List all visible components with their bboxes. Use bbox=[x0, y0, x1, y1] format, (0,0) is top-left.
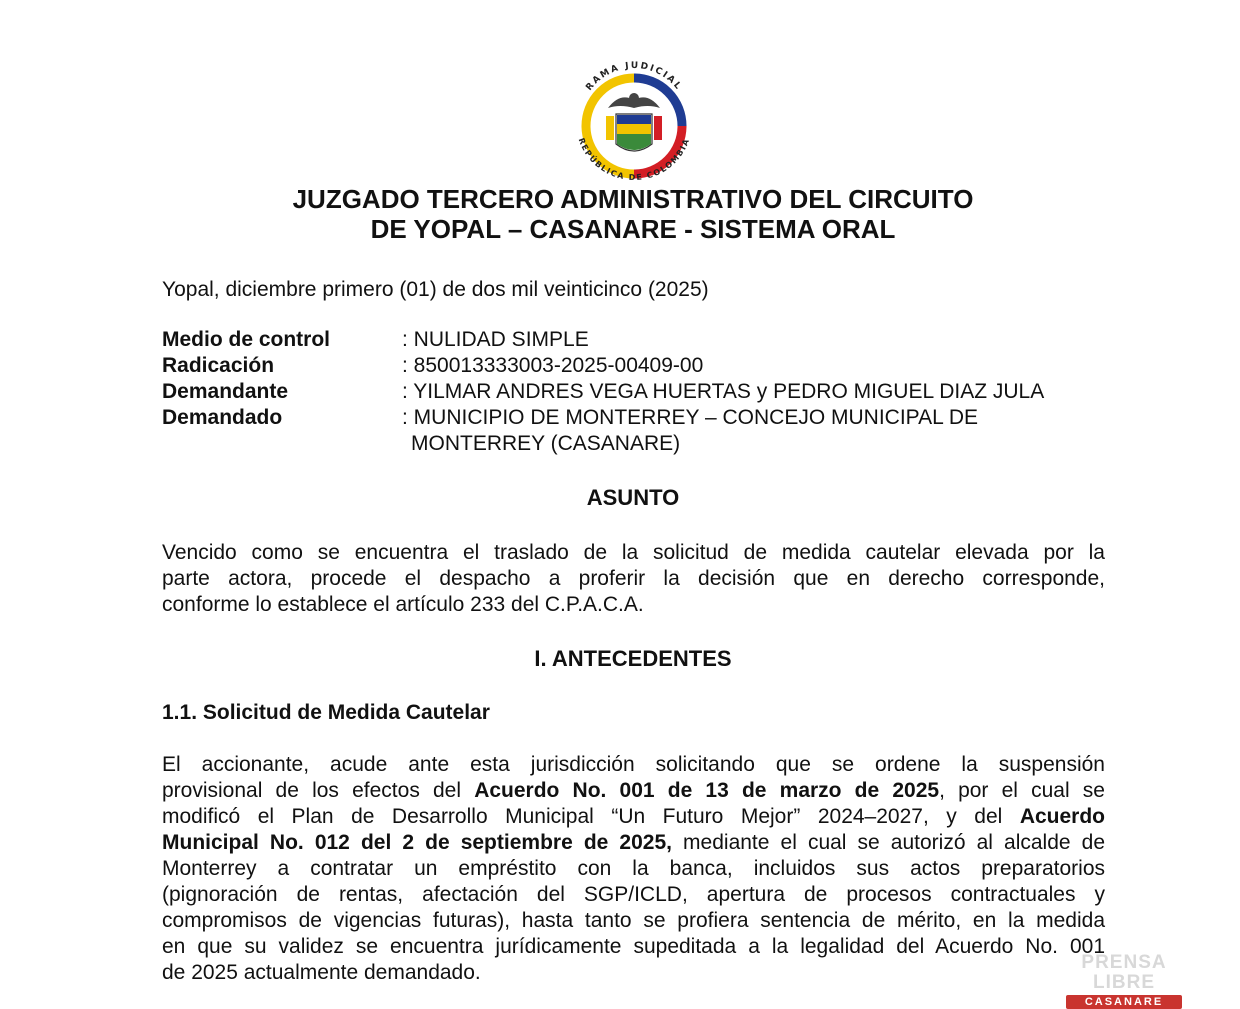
case-info-row bbox=[162, 327, 1112, 353]
antecedentes-text: mediante el cual se autorizó al alcalde de bbox=[671, 831, 1105, 854]
court-title-line-2: DE YOPAL – CASANARE - SISTEMA ORAL bbox=[370, 214, 896, 244]
case-info-block bbox=[162, 327, 1112, 457]
court-title bbox=[160, 184, 1106, 244]
demandante-label: Demandante bbox=[162, 380, 289, 403]
acuerdo-012-reference: Municipal No. 012 del 2 de septiembre de 2025, bbox=[162, 831, 672, 854]
antecedentes-text: provisional de los efectos del bbox=[162, 779, 475, 802]
antecedentes-line: Monterrey a contratar un empréstito con la banca, incluidos sus actos preparatorios bbox=[162, 857, 1105, 880]
acuerdo-012-reference-start: Acuerdo bbox=[1019, 805, 1105, 828]
antecedentes-line bbox=[162, 778, 1105, 804]
asunto-line: conforme lo establece el artículo 233 del C.P.A.C.A. bbox=[162, 593, 644, 616]
antecedentes-line bbox=[162, 830, 1105, 856]
antecedentes-line: compromisos de vigencias futuras), hasta tanto se profiera sentencia de mérito, en la medida bbox=[162, 909, 1105, 932]
seal-bottom-text: REPÚBLICA DE COLOMBIA bbox=[576, 136, 692, 183]
solicitud-subheading: 1.1. Solicitud de Medida Cautelar bbox=[162, 701, 490, 724]
asunto-paragraph bbox=[162, 540, 1105, 618]
watermark-brand-bottom: CASANARE bbox=[1066, 995, 1182, 1009]
antecedentes-text: , por el cual se bbox=[939, 779, 1105, 802]
antecedentes-line: (pignoración de rentas, afectación del SGP/ICLD, apertura de procesos contractuales y bbox=[162, 883, 1105, 906]
asunto-line: parte actora, procede el despacho a proferir la decisión que en derecho corresponde, bbox=[162, 567, 1105, 590]
asunto-heading: ASUNTO bbox=[586, 485, 680, 510]
antecedentes-paragraph bbox=[162, 752, 1105, 986]
antecedentes-line: de 2025 actualmente demandado. bbox=[162, 961, 481, 984]
case-info-row bbox=[162, 405, 1112, 431]
demandado-value: : MUNICIPIO DE MONTERREY – CONCEJO MUNICIPAL DE bbox=[402, 406, 979, 429]
medio-label: Medio de control bbox=[162, 328, 330, 351]
antecedentes-heading: I. ANTECEDENTES bbox=[534, 646, 732, 671]
case-info-row bbox=[162, 353, 1112, 379]
antecedentes-line: en que su validez se encuentra jurídicamente supeditada a la legalidad del Acuerdo No. 001 bbox=[162, 935, 1105, 958]
case-info-row bbox=[162, 379, 1112, 405]
date-line: Yopal, diciembre primero (01) de dos mil veinticinco (2025) bbox=[162, 278, 709, 301]
demandante-value: : YILMAR ANDRES VEGA HUERTAS y PEDRO MIGUEL DIAZ JULA bbox=[402, 380, 1045, 403]
seal-top-text: RAMA JUDICIAL bbox=[584, 60, 684, 93]
court-title-line-1: JUZGADO TERCERO ADMINISTRATIVO DEL CIRCUITO bbox=[292, 184, 974, 214]
asunto-line: Vencido como se encuentra el traslado de la solicitud de medida cautelar elevada por la bbox=[162, 541, 1105, 564]
medio-value: : NULIDAD SIMPLE bbox=[402, 328, 589, 351]
demandado-value-continuation: MONTERREY (CASANARE) bbox=[411, 432, 681, 455]
demandado-label: Demandado bbox=[162, 406, 283, 429]
antecedentes-text: modificó el Plan de Desarrollo Municipal “Un Futuro Mejor” 2024–2027, y del bbox=[162, 805, 1020, 828]
prensa-libre-watermark bbox=[1066, 953, 1182, 1009]
radicacion-value: : 850013333003-2025-00409-00 bbox=[402, 354, 704, 377]
watermark-brand-top: PRENSA LIBRE bbox=[1081, 952, 1167, 993]
acuerdo-001-reference: Acuerdo No. 001 de 13 de marzo de 2025 bbox=[474, 779, 940, 802]
radicacion-label: Radicación bbox=[162, 354, 275, 377]
rama-judicial-seal-logo bbox=[562, 52, 706, 192]
antecedentes-line bbox=[162, 804, 1105, 830]
antecedentes-line: El accionante, acude ante esta jurisdicción solicitando que se ordene la suspensión bbox=[162, 753, 1105, 776]
